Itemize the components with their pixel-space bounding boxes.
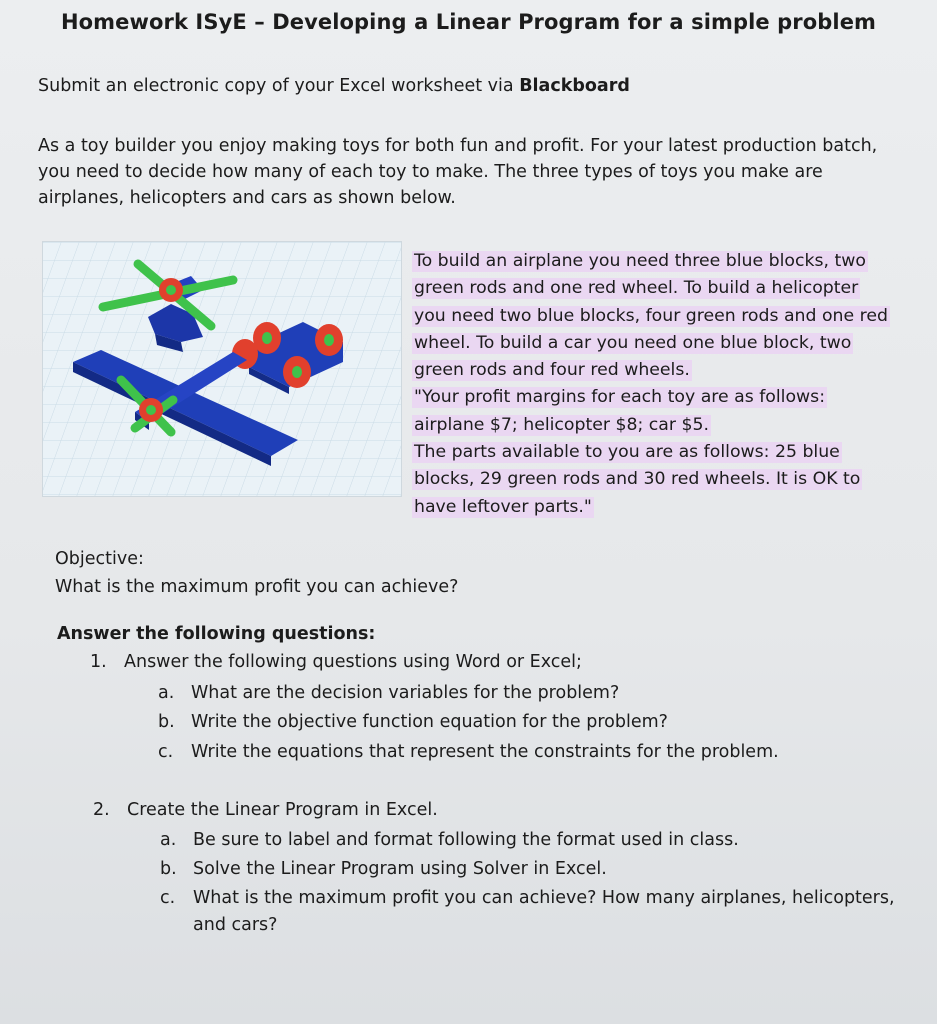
toy-blocks-svg [43, 242, 401, 496]
description-line: To build an airplane you need three blue blocks, two [414, 251, 866, 271]
description-line: blocks, 29 green rods and 30 red wheels. It is OK to [414, 469, 861, 490]
sub-question-letter: a. [158, 683, 175, 703]
sub-question-letter: a. [160, 830, 177, 850]
description-line: have leftover parts." [414, 496, 592, 517]
submit-instruction [38, 76, 630, 96]
intro-line: you need to decide how many of each toy to make. The three types of toys you make are [38, 162, 823, 182]
objective-section [55, 545, 458, 601]
toy-requirements-text [412, 248, 917, 521]
objective-question: What is the maximum profit you can achieve? [55, 577, 459, 597]
sub-question-text: What is the maximum profit you can achieve? How many airplanes, helicopters, [193, 888, 895, 908]
sub-question-text: Solve the Linear Program using Solver in Excel. [193, 859, 607, 879]
page-title: Homework ISyE – Developing a Linear Program for a simple problem [60, 10, 877, 34]
answer-heading: Answer the following questions: [57, 624, 376, 644]
sub-question-text: and cars? [193, 915, 278, 935]
question-text: Answer the following questions using Word or Excel; [124, 652, 582, 672]
description-line: "Your profit margins for each toy are as follows: [414, 387, 826, 408]
description-line: green rods and one red wheel. To build a helicopter [414, 278, 859, 299]
sub-question-letter: b. [160, 859, 177, 879]
sub-question-letter: c. [160, 888, 176, 908]
submit-bold: Blackboard [519, 76, 630, 96]
sub-question-letter: b. [158, 712, 175, 732]
sub-question-text: Write the equations that represent the constraints for the problem. [191, 742, 779, 762]
intro-line: As a toy builder you enjoy making toys for both fun and profit. For your latest production batch, [38, 136, 878, 156]
objective-label: Objective: [55, 549, 144, 569]
submit-text: Submit an electronic copy of your Excel worksheet via [38, 76, 520, 96]
sub-question-letter: c. [158, 742, 174, 762]
description-line: airplane $7; helicopter $8; car $5. [414, 414, 709, 435]
intro-paragraph [38, 133, 933, 211]
intro-line: airplanes, helicopters and cars as shown below. [38, 188, 456, 208]
sub-question-text: Be sure to label and format following the format used in class. [193, 830, 739, 850]
sub-question-text: Write the objective function equation for the problem? [191, 712, 668, 732]
sub-question-text: What are the decision variables for the problem? [191, 683, 620, 703]
question-number: 1. [90, 652, 107, 672]
description-line: green rods and four red wheels. [414, 360, 690, 381]
question-text: Create the Linear Program in Excel. [127, 800, 438, 820]
description-line: The parts available to you are as follows: 25 blue [414, 442, 840, 463]
question-number: 2. [93, 800, 110, 820]
description-line: you need two blue blocks, four green rods and one red [414, 305, 888, 326]
description-line: wheel. To build a car you need one blue block, two [414, 332, 852, 353]
toy-blocks-illustration [42, 241, 402, 497]
